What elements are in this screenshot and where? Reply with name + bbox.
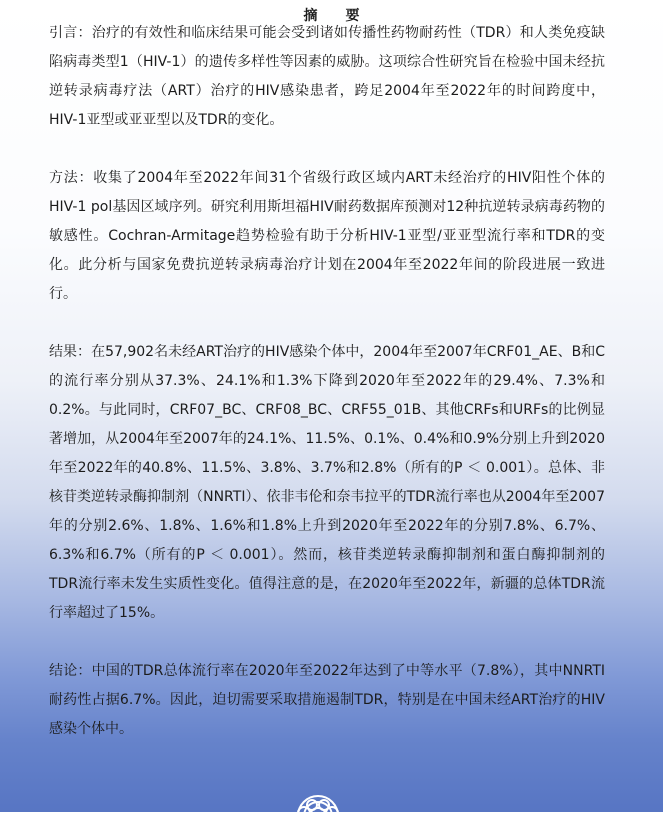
auspicious-cloud-icon [292,790,344,816]
intro-label: 引言： [49,25,92,41]
conclusion-paragraph [49,657,605,744]
intro-paragraph [49,19,605,135]
methods-label: 方法： [49,170,94,186]
abstract-body [49,19,605,773]
methods-paragraph [49,164,605,309]
page-title: 摘要 [303,8,388,24]
results-paragraph [49,338,605,628]
results-text: 在57,902名未经ART治疗的HIV感染个体中，2004年至2007年CRF01_AE、B和C的流行率分别从37.3%、24.1%和1.3%下降到2020年至2022年的29.4%、7.3%和0.2%。与此同时，CRF07_BC、CRF08_BC、CRF55_01B、其他CRFs和URFs的比例显著增加，从2004年至2007年的24.1%、11.5%、0.1%、0.4%和0.9%分别上升到2020年至2022年的40.8%、11.5%、3.8%、3.7%和2.8%（所有的P ＜ 0.001）。总体、非核苷类逆转录酶抑制剂（NNRTI）、依非韦伦和奈韦拉平的TDR流行率也从2004年至2007年的分别2.6%、1.8%、1.6%和1.8%上升到2020年至2022年的分别7.8%、6.7%、6.3%和6.7%（所有的P ＜ 0.001）。然而，核苷类逆转录酶抑制剂和蛋白酶抑制剂的TDR流行率未发生实质性变化。值得注意的是，在2020年至2022年，新疆的总体TDR流行率超过了15%。 [49,344,605,621]
intro-text: 治疗的有效性和临床结果可能会受到诸如传播性药物耐药性（TDR）和人类免疫缺陷病毒类型1（HIV-1）的遗传多样性等因素的威胁。这项综合性研究旨在检验中国未经抗逆转录病毒疗法（ART）治疗的HIV感染患者，跨足2004年至2022年的时间跨度中，HIV-1亚型或亚亚型以及TDR的变化。 [49,25,606,128]
conclusion-label: 结论： [49,663,92,679]
methods-text: 收集了2004年至2022年间31个省级行政区域内ART未经治疗的HIV阳性个体的HIV-1 pol基因区域序列。研究利用斯坦福HIV耐药数据库预测对12种抗逆转录病毒药物的敏感性。Cochran-Armitage趋势检验有助于分析HIV-1亚型/亚亚型流行率和TDR的变化。此分析与国家免费抗逆转录病毒治疗计划在2004年至2022年间的阶段进展一致进行。 [49,170,606,302]
results-label: 结果： [49,344,92,360]
conclusion-text: 中国的TDR总体流行率在2020年至2022年达到了中等水平（7.8%），其中NNRTI耐药性占据6.7%。因此，迫切需要采取措施遏制TDR，特别是在中国未经ART治疗的HIV感染个体中。 [49,663,605,737]
